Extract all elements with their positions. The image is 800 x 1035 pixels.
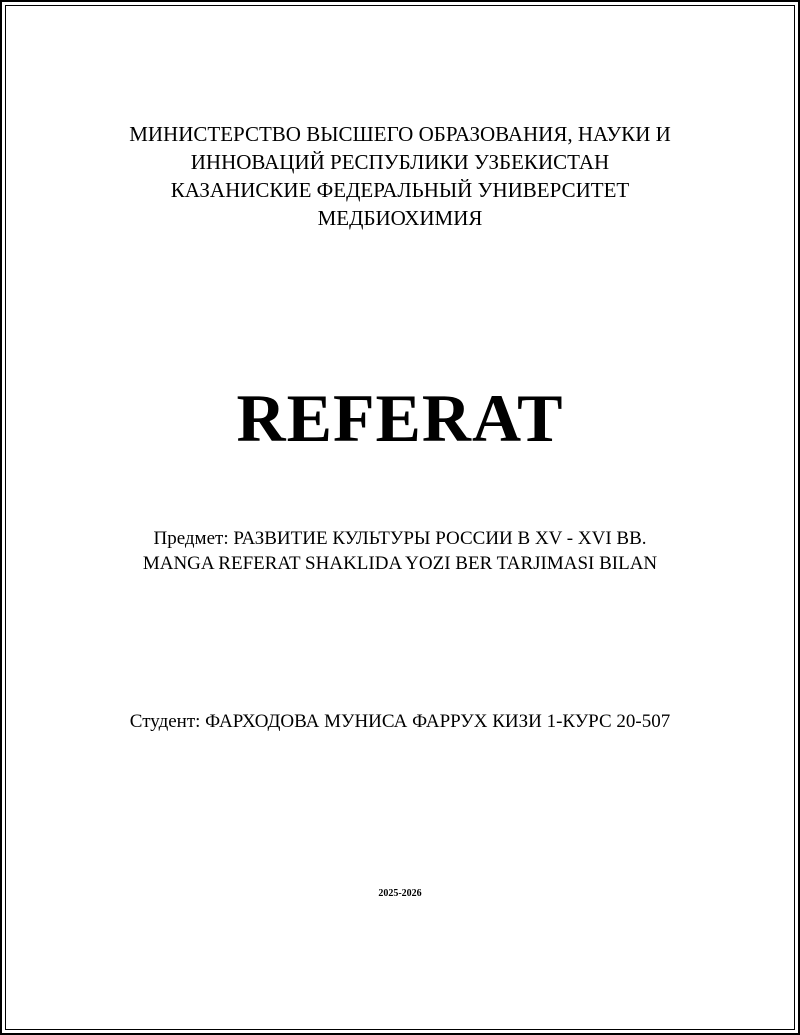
document-title: REFERAT xyxy=(236,380,564,456)
student-line: Студент: ФАРХОДОВА МУНИСА ФАРРУХ КИЗИ 1-КУРС 20-507 xyxy=(129,711,671,732)
header-line-university: КАЗАНИСКИЕ ФЕДЕРАЛЬНЫЙ УНИВЕРСИТЕТ xyxy=(170,178,630,202)
subject-block xyxy=(0,526,800,576)
academic-year: 2025-2026 xyxy=(378,888,422,899)
document-title-block xyxy=(0,380,800,456)
header-line-ministry: МИНИСТЕРСТВО ВЫСШЕГО ОБРАЗОВАНИЯ, НАУКИ И xyxy=(129,122,671,146)
institution-header xyxy=(0,120,800,232)
year-block xyxy=(0,887,800,901)
subject-line: Предмет: РАЗВИТИЕ КУЛЬТУРЫ РОССИИ В XV - XVI ВВ. xyxy=(153,528,647,549)
subject-note: MANGA REFERAT SHAKLIDA YOZI BER TARJIMASI BILAN xyxy=(142,553,658,574)
header-line-republic: ИННОВАЦИЙ РЕСПУБЛИКИ УЗБЕКИСТАН xyxy=(190,150,610,174)
student-block xyxy=(0,709,800,734)
header-line-faculty: МЕДБИОХИМИЯ xyxy=(317,206,483,230)
